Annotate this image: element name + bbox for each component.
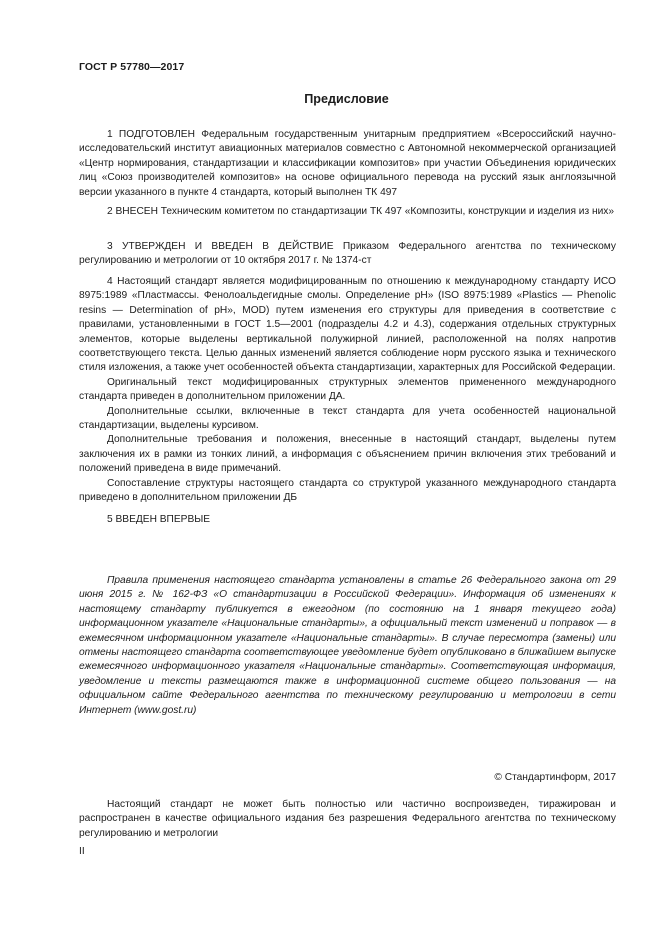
reproduction-notice-text: Настоящий стандарт не может быть полностью или частично воспроизведен, тиражирован и распространен в качестве официального издания без разрешения Федерального агентства по техническому регулированию и метрологии [79, 799, 616, 839]
item-4-para-3: Дополнительные ссылки, включенные в текст стандарта для учета особенностей национальной стандартизации, выделены курсивом. [79, 405, 616, 432]
item-1-text: 1 ПОДГОТОВЛЕН Федеральным государственным унитарным предприятием «Всероссийский научно-исследовательский институт авиационных материалов совместно с Автономной некоммерческой организацией «Центр нормирования, стандартизации и классификации композитов» при участии Объединения юридических лиц «Союз производителей композитов» на основе официального перевода на русский язык англоязычной версии указанного в пункте 4 стандарта, который выполнен ТК 497 [79, 129, 616, 198]
page-number: II [79, 846, 85, 857]
item-1 [79, 128, 616, 200]
item-3 [79, 240, 616, 269]
item-4 [79, 275, 616, 506]
item-4-para-5: Сопоставление структуры настоящего стандарта со структурой указанного международного стандарта приведено в дополнительном приложении ДБ [79, 477, 616, 504]
item-5 [79, 513, 616, 527]
application-rules-notice [79, 574, 616, 718]
page-title: Предисловие [304, 92, 389, 106]
copyright-line: © Стандартинформ, 2017 [494, 772, 616, 783]
reproduction-notice [79, 798, 616, 841]
item-5-text: 5 ВВЕДЕН ВПЕРВЫЕ [107, 514, 211, 525]
item-2-text: 2 ВНЕСЕН Техническим комитетом по стандартизации ТК 497 «Композиты, конструкции и изделия из них» [107, 206, 615, 217]
item-4-para-2: Оригинальный текст модифицированных структурных элементов примененного международного стандарта приведен в дополнительном приложении ДА. [79, 376, 616, 403]
item-4-para-1: 4 Настоящий стандарт является модифицированным по отношению к международному стандарту ИСО 8975:1989 «Пластмассы. Фенолоальдегидные смолы. Определение pH» (ISO 8975:1989 «Plastics — Phenolic resins — Determination of pH», MOD) путем изменения его структуры для приведения в соответствие с правилами, установленными в ГОСТ 1.5—2001 (подразделы 4.2 и 4.3), содержания отдельных структурных элементов, которые выделены вертикальной полужирной линией, расположенной на полях напротив соответствующего текста. Целью данных изменений является соблюдение норм русского языка и технического стиля изложения, а также учет особенностей объекта стандартизации, характерных для Российской Федерации. [79, 276, 616, 374]
item-3-text: 3 УТВЕРЖДЕН И ВВЕДЕН В ДЕЙСТВИЕ Приказом Федерального агентства по техническому регулированию и метрологии от 10 октября 2017 г. № 1374-ст [79, 241, 616, 267]
item-4-para-4: Дополнительные требования и положения, внесенные в настоящий стандарт, выделены путем заключения их в рамки из тонких линий, а информация с объяснением причин включения этих требований и положений приведена в виде примечаний. [79, 434, 616, 475]
item-2 [79, 205, 616, 219]
application-rules-text: Правила применения настоящего стандарта установлены в статье 26 Федерального закона от 29 июня 2015 г. № 162-ФЗ «О стандартизации в Российской Федерации». Информация об изменениях к настоящему стандарту публикуется в ежегодном (по состоянию на 1 января текущего года) информационном указателе «Национальные стандарты», а официальный текст изменений и поправок — в ежемесячном информационном указателе «Национальные стандарты». В случае пересмотра (замены) или отмены настоящего стандарта соответствующее уведомление будет опубликовано в ближайшем выпуске ежемесячного информационного указателя «Национальные стандарты». Соответствующая информация, уведомление и тексты размещаются также в информационной системе общего пользования — на официальном сайте Федерального агентства по техническому регулированию и метрологии в сети Интернет (www.gost.ru) [79, 575, 616, 716]
standard-code: ГОСТ Р 57780—2017 [79, 61, 185, 73]
